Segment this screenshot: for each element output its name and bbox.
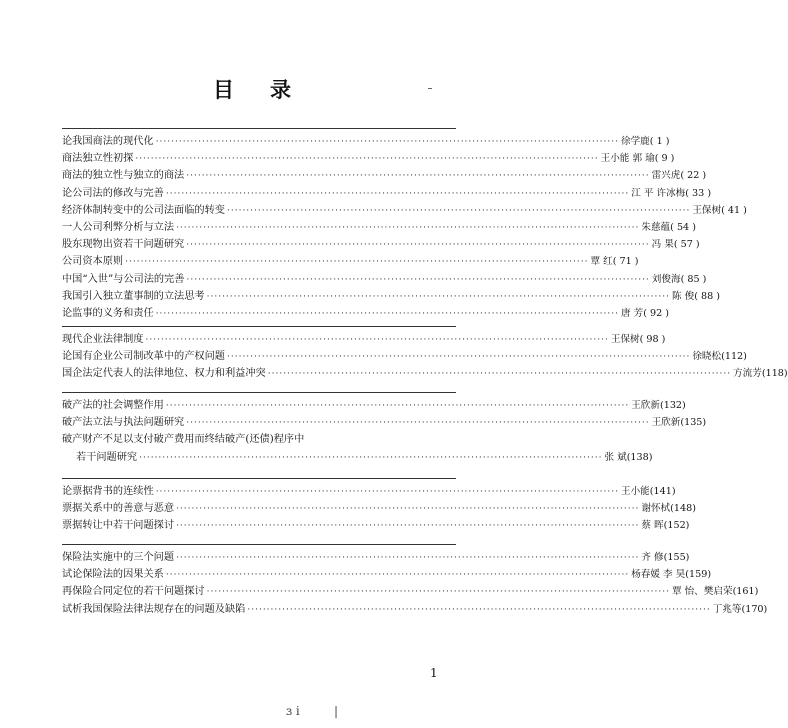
entry-author: 刘俊海 (651, 273, 681, 285)
entry-title: 一人公司利弊分析与立法 (62, 221, 175, 233)
leader-dots: ························································································································ (155, 487, 619, 497)
toc-entry[interactable] (62, 431, 456, 448)
leader-dots: ························································································································ (227, 205, 691, 216)
entry-page: ( 92 ) (643, 307, 670, 319)
entry-page: (152) (663, 520, 690, 532)
entry-title: 经济体制转变中的公司法面临的转变 (62, 204, 225, 216)
entry-page: ( 54 ) (670, 221, 696, 233)
toc-entry[interactable] (62, 449, 653, 466)
leader-dots: ························································································································ (176, 222, 640, 233)
entry-page: (112) (721, 351, 747, 363)
entry-author: 谢怀栻 (641, 503, 671, 515)
footer-mark-right: | (334, 704, 339, 718)
toc-entry[interactable] (62, 167, 707, 184)
toc-entry[interactable] (62, 397, 686, 414)
section-rule (62, 128, 456, 129)
entry-page: ( 71 ) (612, 256, 639, 268)
entry-page: (135) (680, 417, 707, 429)
toc-section (62, 128, 747, 322)
leader-dots: ························································································································ (125, 257, 589, 268)
toc-entry[interactable] (62, 253, 639, 270)
entry-page: (138) (626, 451, 653, 463)
entry-page: (155) (663, 552, 690, 563)
title-char-2: 录 (270, 78, 293, 102)
leader-dots: ························································································································ (247, 604, 711, 615)
entry-title: 再保险合同定位的若干问题探讨 (62, 586, 205, 598)
entry-page: (148) (670, 503, 696, 515)
entry-title: 论我国商法的现代化 (62, 136, 154, 147)
leader-dots: ························································································································ (176, 521, 640, 532)
entry-author: 齐 修 (641, 552, 664, 563)
toc-entry[interactable] (62, 566, 712, 583)
title-char-1: 目 (213, 78, 236, 102)
toc-entry[interactable] (62, 414, 707, 431)
entry-title: 票据转让中若干问题探讨 (62, 520, 175, 532)
toc-entry[interactable] (62, 517, 690, 534)
entry-title: 论票据背书的连续性 (62, 486, 154, 497)
entry-title: 试析我国保险法律法规存在的问题及缺陷 (62, 603, 246, 615)
entry-author: 蔡 晖 (641, 520, 664, 532)
entry-author: 王小能 郭 瑜 (600, 153, 655, 165)
entry-page: ( 57 ) (673, 239, 700, 251)
leader-dots: ························································································································ (186, 418, 650, 429)
toc-entry[interactable] (62, 348, 747, 365)
entry-page: (170) (741, 603, 768, 615)
entry-author: 覃 怡、樊启荣 (671, 586, 733, 598)
entry-page: ( 9 ) (654, 153, 675, 165)
section-rule (62, 392, 456, 393)
toc-entry[interactable] (62, 271, 707, 288)
leader-dots: ························································································································ (165, 570, 630, 581)
toc-entry[interactable] (62, 185, 712, 202)
leader-dots: ························································································································ (176, 504, 640, 515)
entry-page: ( 22 ) (680, 170, 707, 182)
entry-title: 公司资本原则 (62, 256, 124, 268)
toc-entry[interactable] (62, 133, 670, 150)
entry-author: 徐晓松 (692, 351, 722, 363)
leader-dots: ························································································································ (165, 401, 630, 411)
section-rule (62, 326, 456, 327)
leader-dots: ························································································································ (186, 240, 650, 251)
toc-entry[interactable] (62, 601, 768, 618)
toc-entry[interactable] (62, 583, 759, 600)
entry-author: 王欣新 (651, 417, 681, 429)
toc-entry[interactable] (62, 365, 788, 382)
entry-title: 股东现物出资若干问题研究 (62, 239, 185, 251)
entry-author: 覃 红 (590, 256, 613, 268)
entry-title: 中国“入世”与公司法的完善 (62, 273, 185, 285)
toc-entry[interactable] (62, 150, 675, 167)
entry-author: 唐 芳 (621, 307, 644, 319)
leader-dots: ························································································································ (155, 308, 619, 319)
entry-title: 商法的独立性与独立的商法 (62, 170, 185, 182)
leader-dots: ························································································································ (135, 154, 599, 165)
entry-page: (132) (659, 400, 686, 411)
entry-author: 杨春媛 李 昊 (631, 569, 686, 581)
leader-dots: ························································································································ (227, 352, 691, 363)
entry-title: 破产法立法与执法问题研究 (62, 417, 185, 429)
entry-page: (161) (732, 586, 759, 598)
page-number: 1 (430, 666, 438, 680)
entry-author: 方流芳 (733, 368, 762, 380)
entry-author: 冯 果 (651, 239, 674, 251)
corner-mark (428, 88, 432, 89)
entry-page: (118) (761, 368, 788, 380)
page-title (0, 74, 506, 104)
leader-dots: ························································································································ (186, 171, 650, 182)
entry-author: 王保树 (692, 204, 722, 216)
entry-page: ( 41 ) (721, 204, 747, 216)
leader-dots: ························································································································ (145, 335, 609, 345)
toc-entry[interactable] (62, 202, 747, 219)
toc-entry[interactable] (62, 288, 720, 305)
leader-dots: ························································································································ (206, 291, 670, 302)
toc-entry[interactable] (62, 483, 676, 500)
toc-entry[interactable] (62, 500, 696, 517)
toc-entry[interactable] (62, 305, 670, 322)
entry-author: 朱慈蕴 (641, 221, 671, 233)
toc-section (62, 478, 696, 535)
leader-dots: ························································································································ (139, 452, 603, 463)
entry-page: ( 98 ) (639, 334, 666, 345)
entry-page: ( 33 ) (685, 187, 712, 199)
entry-author: 张 斌 (604, 451, 627, 463)
toc-entry[interactable] (62, 331, 666, 348)
leader-dots: ························································································································ (267, 369, 732, 380)
entry-title: 保险法实施中的三个问题 (62, 552, 175, 563)
entry-page: (159) (685, 569, 712, 581)
entry-author: 江 平 许冰梅 (631, 187, 686, 199)
leader-dots: ························································································································ (206, 587, 670, 598)
entry-page: (141) (649, 486, 676, 497)
footer-mark-left: ɜ i (286, 704, 300, 718)
entry-title: 国企法定代表人的法律地位、权力和利益冲突 (62, 368, 266, 380)
entry-title: 论公司法的修改与完善 (62, 187, 164, 199)
leader-dots: ························································································································ (186, 274, 650, 285)
entry-title: 我国引入独立董事制的立法思考 (62, 290, 205, 302)
entry-page: ( 85 ) (680, 273, 707, 285)
entry-title: 破产财产不足以支付破产费用而终结破产(还债)程序中 (62, 434, 305, 446)
entry-title: 试论保险法的因果关系 (62, 569, 164, 581)
entry-title: 现代企业法律制度 (62, 334, 144, 345)
entry-author: 陈 俊 (671, 290, 695, 302)
leader-dots: ························································································································ (176, 553, 640, 563)
entry-page: ( 1 ) (649, 136, 670, 147)
entry-author: 王小能 (621, 486, 650, 497)
leader-dots: ························································································································ (165, 188, 630, 199)
entry-title: 破产法的社会调整作用 (62, 400, 164, 411)
section-rule (62, 544, 456, 545)
entry-title: 票据关系中的善意与恶意 (62, 503, 175, 515)
entry-title: 论国有企业公司制改革中的产权问题 (62, 351, 225, 363)
entry-title: 若干问题研究 (76, 451, 138, 463)
entry-author: 徐学鹿 (621, 136, 650, 147)
toc-entry[interactable] (62, 236, 700, 253)
entry-title: 商法独立性初探 (62, 153, 134, 165)
toc-section (62, 326, 788, 383)
entry-author: 王保树 (610, 334, 640, 345)
toc-section (62, 544, 768, 618)
section-rule (62, 478, 456, 479)
toc-entry[interactable] (62, 219, 696, 236)
leader-dots: ························································································································ (155, 137, 619, 147)
entry-author: 王欣新 (631, 400, 660, 411)
entry-title: 论监事的义务和责任 (62, 307, 154, 319)
entry-author: 雷兴虎 (651, 170, 681, 182)
toc-entry[interactable] (62, 549, 690, 566)
entry-page: ( 88 ) (694, 290, 720, 302)
toc-section (62, 392, 707, 466)
entry-author: 丁兆等 (712, 603, 742, 615)
